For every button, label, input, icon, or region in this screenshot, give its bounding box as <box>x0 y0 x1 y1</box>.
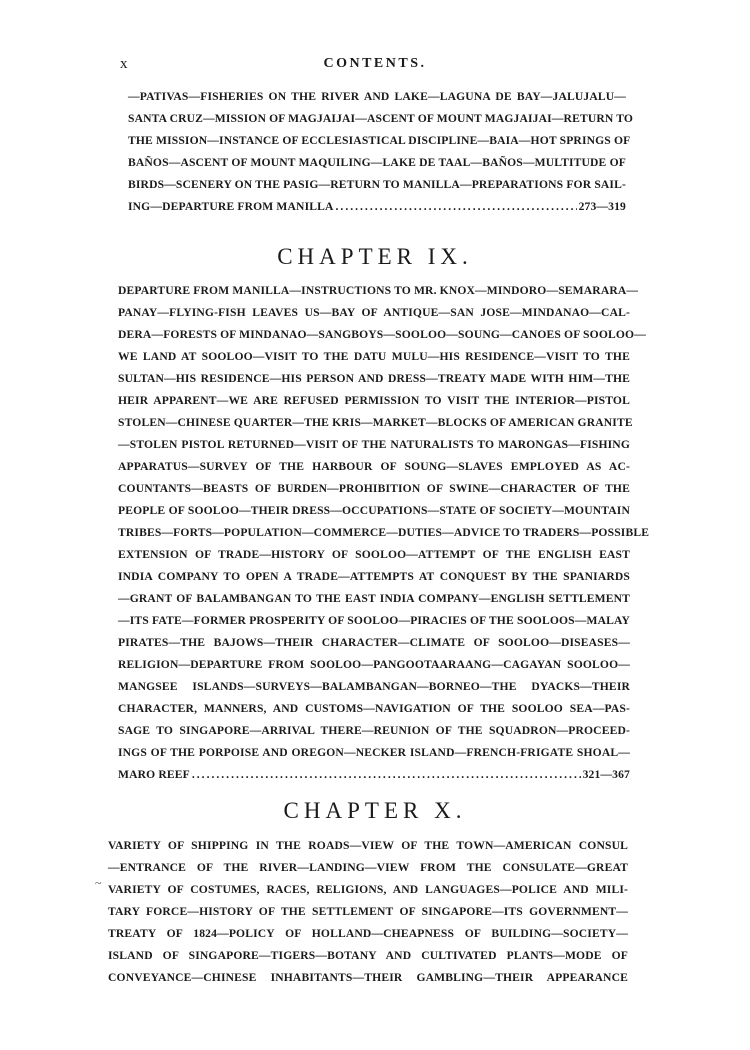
summary-line: PEOPLE OF SOOLOO—THEIR DRESS—OCCUPATIONS—STATE OF SOCIETY—MOUNTAIN <box>118 504 630 517</box>
chapter-9-heading: CHAPTER IX. <box>277 244 473 269</box>
summary-final-text: ING—DEPARTURE FROM MANILLA <box>128 200 334 213</box>
summary-final-line <box>118 764 630 786</box>
summary-line: —GRANT OF BALAMBANGAN TO THE EAST INDIA COMPANY—ENGLISH SETTLEMENT <box>118 592 630 605</box>
summary-final-line <box>128 196 626 218</box>
summary-line: SAGE TO SINGAPORE—ARRIVAL THERE—REUNION OF THE SQUADRON—PROCEED- <box>118 724 630 737</box>
chapter-9-summary <box>118 280 650 786</box>
summary-line: —STOLEN PISTOL RETURNED—VISIT OF THE NATURALISTS TO MARONGAS—FISHING <box>118 438 630 451</box>
chapter-8-summary <box>128 86 634 218</box>
summary-line: —PATIVAS—FISHERIES ON THE RIVER AND LAKE—LAGUNA DE BAY—JALUJALU— <box>128 90 626 103</box>
summary-line: BIRDS—SCENERY ON THE PASIG—RETURN TO MANILLA—PREPARATIONS FOR SAIL- <box>128 178 626 191</box>
dot-leader <box>336 196 577 218</box>
summary-line: SANTA CRUZ—MISSION OF MAGJAIJAI—ASCENT OF MOUNT MAGJAIJAI—RETURN TO <box>128 112 634 125</box>
summary-line: INDIA COMPANY TO OPEN A TRADE—ATTEMPTS AT CONQUEST BY THE SPANIARDS <box>118 570 630 583</box>
page-range: 321—367 <box>582 768 630 781</box>
summary-line: TARY FORCE—HISTORY OF THE SETTLEMENT OF SINGAPORE—ITS GOVERNMENT— <box>108 905 628 918</box>
summary-line: TREATY OF 1824—POLICY OF HOLLAND—CHEAPNESS OF BUILDING—SOCIETY— <box>108 927 628 940</box>
summary-line: RELIGION—DEPARTURE FROM SOOLOO—PANGOOTAARAANG—CAGAYAN SOOLOO— <box>118 658 630 671</box>
running-head <box>0 56 750 76</box>
summary-final-text: MARO REEF <box>118 768 190 781</box>
page-number: x <box>120 56 129 72</box>
summary-line: TRIBES—FORTS—POPULATION—COMMERCE—DUTIES—ADVICE TO TRADERS—POSSIBLE <box>118 526 650 539</box>
summary-line: —ENTRANCE OF THE RIVER—LANDING—VIEW FROM THE CONSULATE—GREAT <box>108 861 628 874</box>
summary-line: COUNTANTS—BEASTS OF BURDEN—PROHIBITION OF SWINE—CHARACTER OF THE <box>118 482 630 495</box>
summary-line: DERA—FORESTS OF MINDANAO—SANGBOYS—SOOLOO—SOUNG—CANOES OF SOOLOO— <box>118 328 646 341</box>
chapter-10-heading: CHAPTER X. <box>283 798 467 823</box>
summary-line: ISLAND OF SINGAPORE—TIGERS—BOTANY AND CULTIVATED PLANTS—MODE OF <box>108 949 628 962</box>
summary-line: BAÑOS—ASCENT OF MOUNT MAQUILING—LAKE DE TAAL—BAÑOS—MULTITUDE OF <box>128 156 626 169</box>
running-title: CONTENTS. <box>323 56 427 71</box>
summary-line: THE MISSION—INSTANCE OF ECCLESIASTICAL DISCIPLINE—BAIA—HOT SPRINGS OF <box>128 134 631 147</box>
summary-line: SULTAN—HIS RESIDENCE—HIS PERSON AND DRESS—TREATY MADE WITH HIM—THE <box>118 372 630 385</box>
summary-line: CONVEYANCE—CHINESE INHABITANTS—THEIR GAMBLING—THEIR APPEARANCE <box>108 971 628 984</box>
summary-line: DEPARTURE FROM MANILLA—INSTRUCTIONS TO MR. KNOX—MINDORO—SEMARARA— <box>118 284 639 297</box>
summary-line: APPARATUS—SURVEY OF THE HARBOUR OF SOUNG—SLAVES EMPLOYED AS AC- <box>118 460 630 473</box>
chapter-10-summary <box>108 835 628 989</box>
dot-leader <box>192 764 581 786</box>
summary-line: HEIR APPARENT—WE ARE REFUSED PERMISSION TO VISIT THE INTERIOR—PISTOL <box>118 394 630 407</box>
summary-line: EXTENSION OF TRADE—HISTORY OF SOOLOO—ATTEMPT OF THE ENGLISH EAST <box>118 548 630 561</box>
summary-line: VARIETY OF COSTUMES, RACES, RELIGIONS, AND LANGUAGES—POLICE AND MILI- <box>108 883 628 896</box>
page-range: 273—319 <box>578 200 626 213</box>
summary-line: INGS OF THE PORPOISE AND OREGON—NECKER ISLAND—FRENCH-FRIGATE SHOAL— <box>118 746 630 759</box>
summary-line: VARIETY OF SHIPPING IN THE ROADS—VIEW OF THE TOWN—AMERICAN CONSUL <box>108 839 628 852</box>
summary-line: —ITS FATE—FORMER PROSPERITY OF SOOLOO—PIRACIES OF THE SOOLOOS—MALAY <box>118 614 630 627</box>
ink-smudge: ~ <box>95 876 102 890</box>
summary-line: PIRATES—THE BAJOWS—THEIR CHARACTER—CLIMATE OF SOOLOO—DISEASES— <box>118 636 630 649</box>
summary-line: WE LAND AT SOOLOO—VISIT TO THE DATU MULU—HIS RESIDENCE—VISIT TO THE <box>118 350 630 363</box>
summary-line: PANAY—FLYING-FISH LEAVES US—BAY OF ANTIQUE—SAN JOSE—MINDANAO—CAL- <box>118 306 630 319</box>
summary-line: MANGSEE ISLANDS—SURVEYS—BALAMBANGAN—BORNEO—THE DYACKS—THEIR <box>118 680 630 693</box>
summary-line: STOLEN—CHINESE QUARTER—THE KRIS—MARKET—BLOCKS OF AMERICAN GRANITE <box>118 416 633 429</box>
summary-line: CHARACTER, MANNERS, AND CUSTOMS—NAVIGATION OF THE SOOLOO SEA—PAS- <box>118 702 630 715</box>
